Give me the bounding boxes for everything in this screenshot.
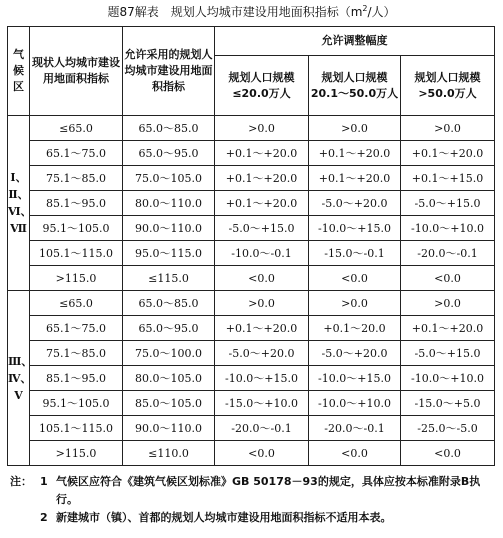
table-cell: 90.0～110.0 (123, 216, 215, 241)
table-cell: +0.1～+20.0 (401, 141, 495, 166)
note-item (10, 473, 495, 509)
table-cell: ≤115.0 (123, 266, 215, 291)
table-cell: 95.0～115.0 (123, 241, 215, 266)
table-cell: -20.0～-0.1 (215, 416, 309, 441)
table-cell: 85.0～105.0 (123, 391, 215, 416)
note-text: 气候区应符合《建筑气候区划标准》GB 50178－93的规定，具体应按本标准附录B执行。 (56, 475, 481, 506)
table-row (8, 416, 495, 441)
table-row (8, 191, 495, 216)
table-cell: +0.1～+20.0 (401, 316, 495, 341)
table-cell: +0.1～20.0 (309, 316, 401, 341)
header-climate-zone: 气候区 (8, 27, 30, 116)
header-pop-medium: 规划人口规模20.1～50.0万人 (309, 56, 401, 116)
table-cell: +0.1～+20.0 (215, 141, 309, 166)
table-cell: >0.0 (401, 116, 495, 141)
table-cell: -10.0～-0.1 (215, 241, 309, 266)
header-allowed-index: 允许采用的规划人均城市建设用地面积指标 (123, 27, 215, 116)
table-cell: +0.1～+20.0 (215, 191, 309, 216)
table-cell: -10.0～+10.0 (401, 216, 495, 241)
table-cell: 105.1～115.0 (30, 241, 123, 266)
table-row (8, 141, 495, 166)
table-cell: +0.1～+20.0 (309, 166, 401, 191)
table-cell: 75.0～105.0 (123, 166, 215, 191)
title-tail: /人） (367, 5, 396, 19)
table-row (8, 341, 495, 366)
table-cell: -20.0～-0.1 (401, 241, 495, 266)
header-current-index: 现状人均城市建设用地面积指标 (30, 27, 123, 116)
table-cell: <0.0 (401, 266, 495, 291)
table-cell: -20.0～-0.1 (309, 416, 401, 441)
climate-zone-cell: Ⅲ、Ⅳ、Ⅴ (8, 291, 30, 466)
table-cell: 85.1～95.0 (30, 191, 123, 216)
table-cell: >0.0 (215, 116, 309, 141)
header-pop-small: 规划人口规模≤20.0万人 (215, 56, 309, 116)
table-cell: >0.0 (309, 291, 401, 316)
table-cell: 95.1～105.0 (30, 391, 123, 416)
climate-zone-cell: Ⅰ、Ⅱ、Ⅵ、Ⅶ (8, 116, 30, 291)
table-cell: -5.0～+20.0 (309, 341, 401, 366)
table-cell: -10.0～+15.0 (309, 216, 401, 241)
table-row (8, 241, 495, 266)
table-cell: 65.1～75.0 (30, 141, 123, 166)
table-cell: <0.0 (401, 441, 495, 466)
table-cell: 90.0～110.0 (123, 416, 215, 441)
header-pop-large: 规划人口规模>50.0万人 (401, 56, 495, 116)
table-cell: <0.0 (309, 441, 401, 466)
table-row (8, 166, 495, 191)
table-cell: 80.0～105.0 (123, 366, 215, 391)
table-cell: >0.0 (401, 291, 495, 316)
table-cell: -15.0～+5.0 (401, 391, 495, 416)
table-row (8, 116, 495, 141)
table-row (8, 316, 495, 341)
table-cell: 65.0～85.0 (123, 116, 215, 141)
land-use-table (7, 26, 495, 466)
table-cell: -10.0～+10.0 (309, 391, 401, 416)
table-cell: <0.0 (215, 266, 309, 291)
table-cell: <0.0 (215, 441, 309, 466)
table-row (8, 391, 495, 416)
table-row (8, 291, 495, 316)
table-row (8, 266, 495, 291)
table-cell: 85.1～95.0 (30, 366, 123, 391)
title-text: 题87解表 规划人均城市建设用地面积指标（m (107, 5, 363, 19)
header-adjust-range: 允许调整幅度 (215, 27, 495, 56)
table-title (0, 3, 503, 20)
table-row (8, 441, 495, 466)
table-cell: >115.0 (30, 441, 123, 466)
table-cell: 75.1～85.0 (30, 166, 123, 191)
table-cell: 65.0～95.0 (123, 316, 215, 341)
table-cell: -5.0～+20.0 (215, 341, 309, 366)
table-cell: 75.0～100.0 (123, 341, 215, 366)
table-cell: -5.0～+15.0 (401, 341, 495, 366)
table-cell: -5.0～+15.0 (215, 216, 309, 241)
table-cell: 95.1～105.0 (30, 216, 123, 241)
title-superscript: 2 (362, 4, 368, 13)
note-number: 2 (40, 511, 48, 524)
table-cell: -10.0～+15.0 (215, 366, 309, 391)
table-cell: >0.0 (309, 116, 401, 141)
table-cell: 80.0～110.0 (123, 191, 215, 216)
table-cell: >0.0 (215, 291, 309, 316)
table-cell: -15.0～-0.1 (309, 241, 401, 266)
table-cell: 65.1～75.0 (30, 316, 123, 341)
note-item (10, 509, 495, 527)
table-cell: 65.0～85.0 (123, 291, 215, 316)
table-cell: >115.0 (30, 266, 123, 291)
table-cell: -10.0～+15.0 (309, 366, 401, 391)
notes-section (10, 473, 495, 527)
table-row (8, 216, 495, 241)
table-cell: ≤65.0 (30, 116, 123, 141)
table-cell: ≤65.0 (30, 291, 123, 316)
table-cell: ≤110.0 (123, 441, 215, 466)
table-cell: +0.1～+20.0 (215, 166, 309, 191)
table-cell: <0.0 (309, 266, 401, 291)
table-cell: +0.1～+20.0 (309, 141, 401, 166)
table-row (8, 366, 495, 391)
table-cell: 65.0～95.0 (123, 141, 215, 166)
table-cell: -25.0～-5.0 (401, 416, 495, 441)
table-cell: -5.0～+15.0 (401, 191, 495, 216)
table-cell: 75.1～85.0 (30, 341, 123, 366)
notes-label: 注： (10, 475, 32, 488)
note-number: 1 (40, 475, 48, 488)
table-cell: +0.1～+20.0 (215, 316, 309, 341)
table-cell: +0.1～+15.0 (401, 166, 495, 191)
table-cell: 105.1～115.0 (30, 416, 123, 441)
table-cell: -10.0～+10.0 (401, 366, 495, 391)
table-cell: -5.0～+20.0 (309, 191, 401, 216)
table-cell: -15.0～+10.0 (215, 391, 309, 416)
note-text: 新建城市（镇）、首都的规划人均城市建设用地面积指标不适用本表。 (56, 511, 392, 524)
